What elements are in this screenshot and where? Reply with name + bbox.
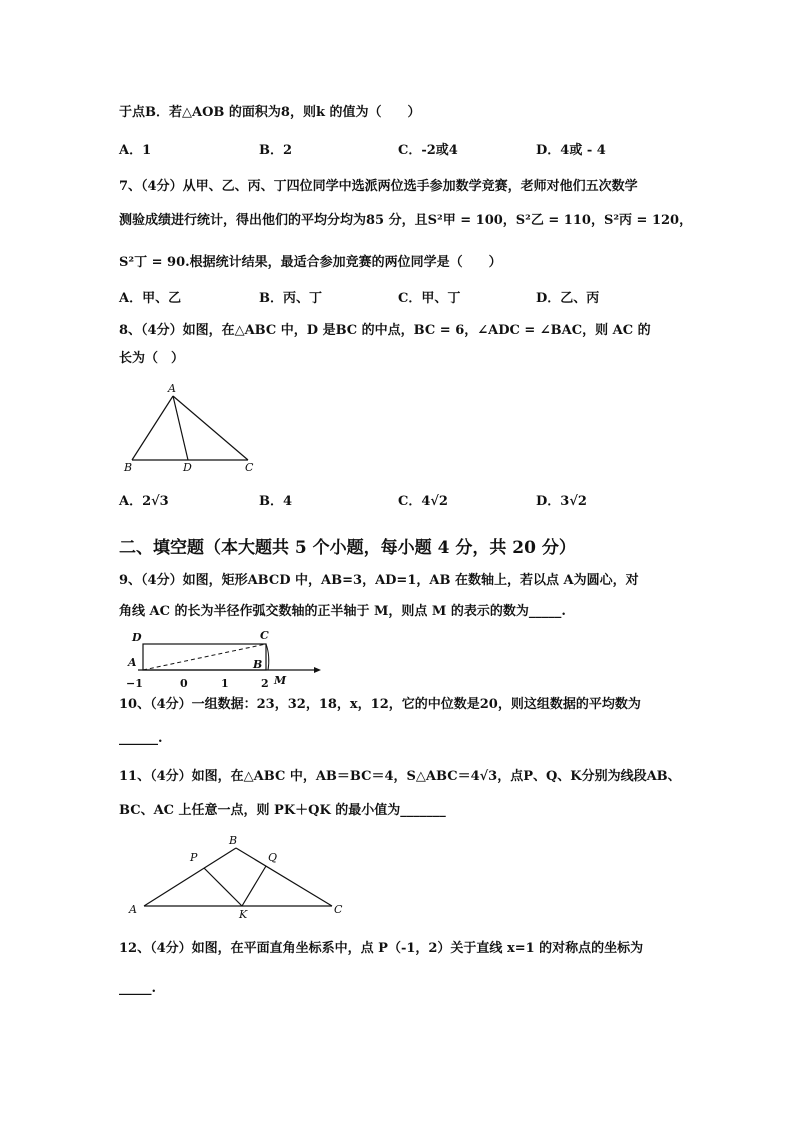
q8-option-a: A．2√3 — [119, 494, 169, 509]
q11-label-k: K — [239, 908, 248, 920]
q9-label-a: A — [128, 656, 137, 669]
q9-label-m: M — [274, 674, 287, 687]
q10-line2: ______. — [119, 731, 163, 746]
section-title: 二、填空题（本大题共 5 个小题，每小题 4 分，共 20 分） — [119, 538, 576, 558]
q11-line2: BC、AC 上任意一点，则 PK＋QK 的最小值为_______ — [119, 803, 446, 818]
q9-label-c: C — [260, 629, 269, 642]
q11-side-bc — [236, 848, 332, 906]
q10-line1: 10、（4分）一组数据：23，32，18，x，12，它的中位数是20，则这组数据的平均数为 — [119, 697, 641, 712]
q11-label-p: P — [190, 851, 198, 864]
q12-line1: 12、（4分）如图，在平面直角坐标系中，点 P（-1，2）关于直线 x=1 的对称点的坐标为 — [119, 941, 644, 956]
q7-option-c: C．甲、丁 — [398, 291, 461, 306]
q8-label-b: B — [124, 461, 133, 474]
q8-side-ac — [173, 396, 248, 460]
q6-option-c: C．-2或4 — [398, 143, 458, 158]
q9-tick-0: 0 — [180, 677, 188, 690]
q11-triangle-figure — [118, 830, 358, 920]
q8-option-c: C．4√2 — [398, 494, 448, 509]
q8-side-ab — [132, 396, 173, 460]
q6-option-d: D．4或 - 4 — [536, 143, 606, 158]
q9-axis-arrow — [314, 667, 321, 673]
q8-label-c: C — [245, 461, 254, 474]
q6-option-b: B．2 — [259, 143, 293, 158]
q8-line2: 长为（ ） — [119, 351, 185, 366]
q8-label-a: A — [168, 382, 176, 395]
q9-tick-neg1: −1 — [126, 677, 143, 690]
q7-option-d: D．乙、丙 — [536, 291, 600, 306]
q8-segment-ad — [173, 396, 188, 460]
q7-line1: 7、（4分）从甲、乙、丙、丁四位同学中选派两位选手参加数学竞赛，老师对他们五次数学 — [119, 179, 638, 194]
q9-number-line-figure — [118, 624, 328, 692]
q8-option-d: D．3√2 — [536, 494, 587, 509]
q9-label-b: B — [253, 658, 263, 671]
q11-segment-qk — [242, 866, 266, 906]
q9-label-d: D — [132, 631, 142, 644]
q9-tick-1: 1 — [221, 677, 229, 690]
q6-option-a: A．1 — [119, 143, 152, 158]
q9-diagonal-ac — [143, 644, 266, 670]
q8-triangle-figure — [118, 380, 268, 475]
q12-line2: _____. — [119, 981, 157, 996]
q8-option-b: B．4 — [259, 494, 293, 509]
q11-line1: 11、（4分）如图，在△ABC 中，AB＝BC＝4，S△ABC＝4√3，点P、Q、K分别为线段AB、 — [119, 769, 681, 784]
q11-label-c: C — [334, 903, 343, 916]
q8-label-d: D — [183, 461, 192, 474]
q11-segment-pk — [204, 868, 242, 906]
q7-line3: S²丁 = 90.根据统计结果，最适合参加竞赛的两位同学是（ ） — [119, 255, 502, 270]
q9-line1: 9、（4分）如图，矩形ABCD 中，AB=3，AD=1，AB 在数轴上，若以点 A为圆心，对 — [119, 573, 639, 588]
q11-label-q: Q — [268, 851, 278, 864]
q7-option-a: A．甲、乙 — [119, 291, 182, 306]
q7-option-b: B．丙、丁 — [259, 291, 322, 306]
q9-tick-2: 2 — [261, 677, 269, 690]
q11-label-a: A — [129, 903, 137, 916]
q11-label-b: B — [229, 834, 238, 847]
q7-line2: 测验成绩进行统计，得出他们的平均分均为85 分，且S²甲 = 100，S²乙 = 110，S²丙 = 120， — [119, 213, 693, 228]
q9-line2: 角线 AC 的长为半径作弧交数轴的正半轴于 M，则点 M 的表示的数为_____. — [119, 604, 566, 619]
q6-text: 于点B．若△AOB 的面积为8，则k 的值为（ ） — [119, 105, 421, 120]
q8-line1: 8、（4分）如图，在△ABC 中，D 是BC 的中点，BC = 6，∠ADC = ∠BAC，则 AC 的 — [119, 323, 651, 338]
